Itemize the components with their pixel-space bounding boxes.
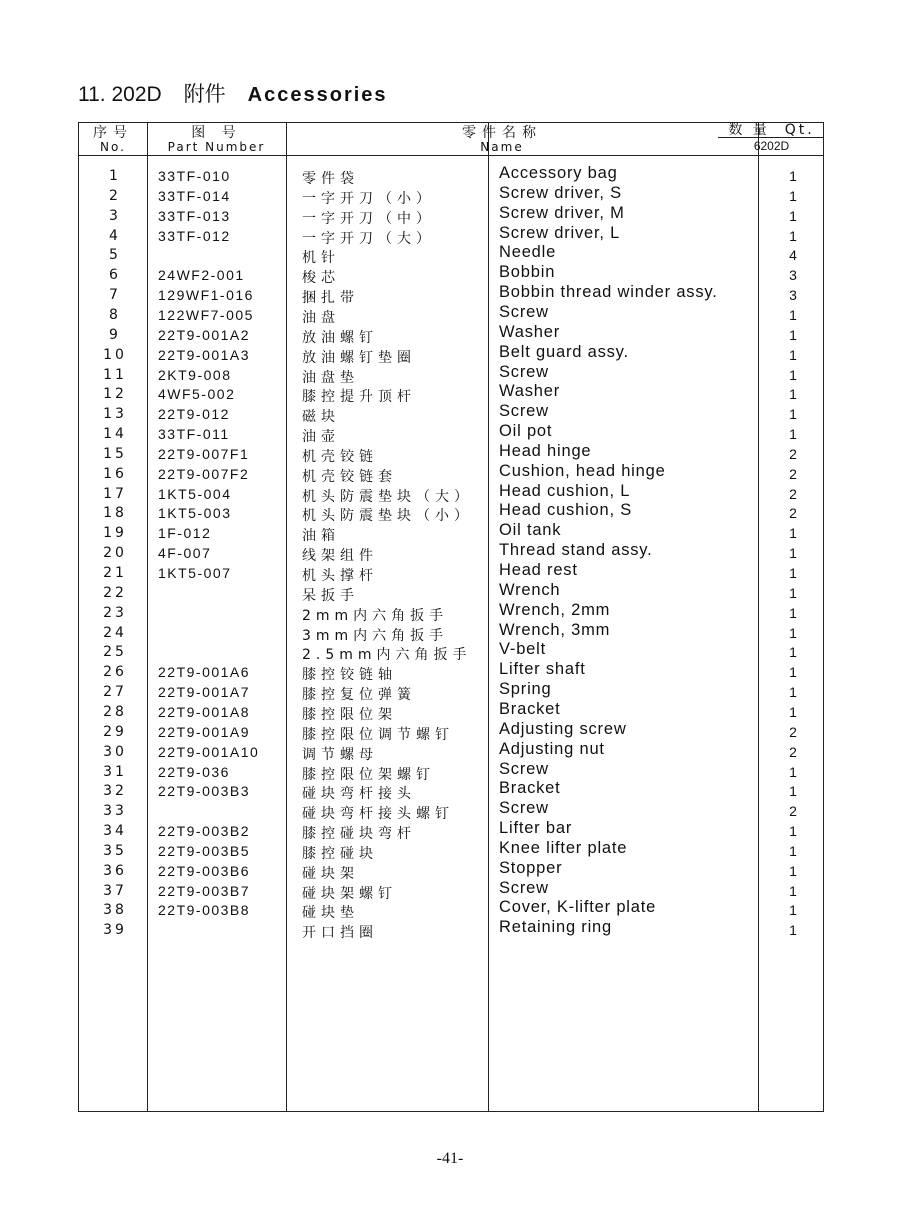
row-name-zh: 调节螺母 xyxy=(302,746,378,763)
row-name-zh: 油壶 xyxy=(302,429,340,446)
row-name-zh: 一字开刀（大） xyxy=(302,230,435,247)
row-name-en: Head cushion, L xyxy=(499,481,631,500)
row-part-number: 22T9-003B5 xyxy=(158,842,251,859)
row-quantity: 1 xyxy=(789,842,797,859)
row-name-en: Bobbin xyxy=(499,263,556,282)
row-name-en: Head rest xyxy=(499,561,578,579)
row-number: 33 xyxy=(103,803,127,820)
row-name-zh: 膝控限位调节螺钉 xyxy=(302,726,454,743)
row-name-en: Screw xyxy=(499,878,549,897)
table-row xyxy=(0,858,900,883)
table-row xyxy=(0,561,900,585)
row-name-zh: 膝控复位弹簧 xyxy=(302,687,416,704)
table-row xyxy=(0,521,900,545)
row-number: 22 xyxy=(103,584,127,601)
row-part-number: 1KT5-004 xyxy=(158,485,232,502)
row-quantity: 1 xyxy=(789,862,797,879)
section-number: 11. 202D xyxy=(78,83,162,106)
row-quantity: 1 xyxy=(789,783,797,800)
row-part-number: 22T9-001A6 xyxy=(158,664,251,681)
row-name-zh: 碰块架螺钉 xyxy=(302,885,397,902)
row-quantity: 2 xyxy=(789,743,797,760)
row-name-en: Screw xyxy=(499,799,549,818)
row-part-number: 4WF5-002 xyxy=(158,386,236,403)
row-number: 36 xyxy=(103,862,127,879)
row-quantity: 3 xyxy=(789,267,797,284)
table-row xyxy=(0,779,900,803)
row-quantity: 1 xyxy=(789,187,797,204)
row-name-zh: 梭芯 xyxy=(302,270,340,287)
section-title-zh: 附件 xyxy=(183,83,226,106)
row-quantity: 1 xyxy=(789,584,797,601)
row-number: 13 xyxy=(103,406,127,423)
row-part-number: 1KT5-003 xyxy=(158,505,232,522)
row-part-number: 22T9-001A9 xyxy=(158,723,251,740)
header-qty-label xyxy=(718,123,825,137)
row-number: 4 xyxy=(109,227,121,244)
row-number: 38 xyxy=(103,902,127,919)
row-name-en: Bracket xyxy=(499,779,561,798)
row-part-number: 22T9-003B2 xyxy=(158,823,251,840)
section-title-en: Accessories xyxy=(247,84,388,106)
row-part-number: 22T9-012 xyxy=(158,406,230,423)
row-quantity: 1 xyxy=(789,207,797,224)
row-part-number: 22T9-001A8 xyxy=(158,703,251,720)
row-name-zh: 磁块 xyxy=(302,409,340,426)
row-name-zh: 机头防震垫块（小） xyxy=(302,508,473,525)
row-name-en: Washer xyxy=(499,382,561,401)
row-name-zh: 零件袋 xyxy=(302,171,359,187)
table-row xyxy=(0,422,900,446)
row-number: 30 xyxy=(103,743,127,760)
header-name xyxy=(286,126,718,154)
header-divider xyxy=(79,155,823,156)
row-quantity: 1 xyxy=(789,922,797,939)
row-number: 20 xyxy=(103,545,127,562)
row-name-en: Accessory bag xyxy=(499,164,618,182)
row-name-zh: 膝控碰块弯杆 xyxy=(302,826,416,843)
row-name-zh: 碰块垫 xyxy=(302,905,359,922)
row-name-zh: 碰块弯杆接头螺钉 xyxy=(302,806,454,823)
row-number: 19 xyxy=(103,525,127,542)
row-name-en: Adjusting nut xyxy=(499,739,605,758)
row-name-en: V-belt xyxy=(499,640,546,659)
row-part-number: 22T9-003B8 xyxy=(158,902,251,919)
row-part-number: 22T9-007F2 xyxy=(158,465,250,482)
table-row xyxy=(0,580,900,605)
row-number: 17 xyxy=(103,485,127,502)
row-name-zh: 膝控提升顶杆 xyxy=(302,389,416,406)
row-name-zh: 机头防震垫块（大） xyxy=(302,488,473,505)
row-name-en: Screw xyxy=(499,402,549,421)
row-quantity: 2 xyxy=(789,723,797,740)
row-name-en: Lifter bar xyxy=(499,819,573,838)
row-quantity: 1 xyxy=(789,168,797,184)
row-quantity: 1 xyxy=(789,366,797,383)
row-part-number: 2KT9-008 xyxy=(158,366,232,383)
header-qty-en: Qt. xyxy=(784,122,815,138)
row-number: 15 xyxy=(103,445,127,462)
row-name-en: Screw driver, L xyxy=(499,223,621,242)
row-name-en: Wrench, 2mm xyxy=(499,600,611,619)
table-row xyxy=(0,362,900,387)
header-name-zh: 零件名称 xyxy=(462,125,542,141)
row-part-number: 22T9-001A3 xyxy=(158,346,251,363)
table-row xyxy=(0,620,900,645)
row-quantity: 1 xyxy=(789,545,797,562)
row-name-en: Oil tank xyxy=(499,521,562,540)
row-name-zh: 放油螺钉 xyxy=(302,329,378,346)
row-name-en: Screw xyxy=(499,302,549,321)
row-quantity: 3 xyxy=(789,287,797,304)
row-number: 28 xyxy=(103,703,127,720)
table-row xyxy=(0,263,900,287)
row-part-number: 4F-007 xyxy=(158,545,212,562)
row-name-zh: 机头撑杆 xyxy=(302,568,378,584)
row-number: 6 xyxy=(109,267,121,284)
table-row xyxy=(0,481,900,506)
row-quantity: 2 xyxy=(789,505,797,522)
row-part-number: 33TF-014 xyxy=(158,187,231,204)
row-name-en: Head hinge xyxy=(499,441,592,460)
row-name-zh: 机针 xyxy=(302,250,340,267)
row-number: 12 xyxy=(103,386,127,403)
row-number: 34 xyxy=(103,823,127,840)
table-row xyxy=(0,164,900,188)
row-name-zh: 一字开刀（中） xyxy=(302,210,435,227)
row-number: 2 xyxy=(109,187,121,204)
header-part-number xyxy=(147,126,286,154)
row-name-zh: 2.5mm内六角扳手 xyxy=(302,647,472,664)
row-name-en: Screw xyxy=(499,362,549,381)
row-part-number: 122WF7-005 xyxy=(158,306,254,323)
header-no-zh: 序号 xyxy=(93,125,133,141)
row-number: 8 xyxy=(109,306,121,323)
row-name-zh: 线架组件 xyxy=(302,548,378,565)
table-row xyxy=(0,461,900,486)
row-number: 5 xyxy=(109,247,121,264)
header-qty xyxy=(718,123,825,153)
row-name-en: Retaining ring xyxy=(499,918,613,937)
header-qty-model: 6202D xyxy=(753,139,790,153)
row-part-number: 1KT5-007 xyxy=(158,565,232,581)
row-name-en: Lifter shaft xyxy=(499,660,586,679)
row-part-number: 22T9-003B3 xyxy=(158,783,251,800)
row-number: 25 xyxy=(103,644,127,661)
table-row xyxy=(0,322,900,347)
table-row xyxy=(0,898,900,922)
row-part-number: 22T9-003B7 xyxy=(158,882,251,899)
row-part-number: 22T9-036 xyxy=(158,763,230,780)
row-part-number: 22T9-007F1 xyxy=(158,445,250,462)
table-row xyxy=(0,640,900,664)
table-row xyxy=(0,223,900,248)
row-part-number: 22T9-001A7 xyxy=(158,684,251,701)
table-row xyxy=(0,878,900,903)
row-quantity: 1 xyxy=(789,644,797,661)
row-quantity: 2 xyxy=(789,445,797,462)
row-part-number: 33TF-011 xyxy=(158,426,230,443)
row-name-en: Bobbin thread winder assy. xyxy=(499,283,718,302)
row-number: 7 xyxy=(109,287,121,304)
row-name-en: Screw xyxy=(499,759,549,778)
row-quantity: 1 xyxy=(789,763,797,780)
row-name-zh: 碰块弯杆接头 xyxy=(302,786,416,803)
row-name-en: Bracket xyxy=(499,699,561,718)
row-number: 37 xyxy=(103,882,127,899)
table-row xyxy=(0,243,900,267)
header-pn-zh: 图 号 xyxy=(191,125,242,141)
row-name-en: Head cushion, S xyxy=(499,501,633,520)
row-name-en: Belt guard assy. xyxy=(499,342,629,361)
row-quantity: 4 xyxy=(789,247,797,264)
row-number: 9 xyxy=(109,326,121,343)
row-quantity: 1 xyxy=(789,624,797,641)
row-name-en: Cover, K-lifter plate xyxy=(499,898,657,917)
header-name-en: Name xyxy=(480,140,524,154)
row-name-en: Screw driver, M xyxy=(499,203,625,222)
row-part-number: 22T9-001A2 xyxy=(158,326,251,343)
row-quantity: 1 xyxy=(789,406,797,423)
row-number: 29 xyxy=(103,723,127,740)
row-name-zh: 一字开刀（小） xyxy=(302,190,435,207)
row-name-zh: 捆扎带 xyxy=(302,290,359,307)
row-name-en: Thread stand assy. xyxy=(499,541,653,560)
row-number: 11 xyxy=(103,366,127,383)
row-quantity: 2 xyxy=(789,803,797,820)
row-name-zh: 碰块架 xyxy=(302,865,359,882)
page-number: -41- xyxy=(436,1150,464,1167)
row-quantity: 1 xyxy=(789,604,797,621)
row-number: 23 xyxy=(103,604,127,621)
row-quantity: 1 xyxy=(789,902,797,919)
row-name-zh: 2mm内六角扳手 xyxy=(302,607,449,624)
row-quantity: 1 xyxy=(789,882,797,899)
row-number: 35 xyxy=(103,842,127,859)
row-quantity: 2 xyxy=(789,465,797,482)
row-part-number: 24WF2-001 xyxy=(158,267,245,284)
row-name-zh: 放油螺钉垫圈 xyxy=(302,349,416,366)
row-name-en: Spring xyxy=(499,680,552,699)
row-number: 18 xyxy=(103,505,127,522)
row-number: 16 xyxy=(103,465,127,482)
table-row xyxy=(0,660,900,684)
row-quantity: 1 xyxy=(789,684,797,701)
row-name-zh: 机壳铰链 xyxy=(302,448,378,465)
row-part-number: 33TF-010 xyxy=(158,168,231,184)
row-number: 3 xyxy=(109,207,121,224)
row-name-en: Needle xyxy=(499,243,557,262)
table-row xyxy=(0,819,900,843)
row-name-en: Wrench, 3mm xyxy=(499,620,611,639)
row-number: 14 xyxy=(103,426,127,443)
row-quantity: 1 xyxy=(789,426,797,443)
row-quantity: 1 xyxy=(789,346,797,363)
row-quantity: 1 xyxy=(789,664,797,681)
row-quantity: 1 xyxy=(789,703,797,720)
table-row xyxy=(0,342,900,367)
table-row xyxy=(0,838,900,863)
table-row xyxy=(0,441,900,466)
table-row xyxy=(0,699,900,724)
row-name-zh: 油盘 xyxy=(302,309,340,326)
row-quantity: 2 xyxy=(789,485,797,502)
row-part-number: 22T9-001A10 xyxy=(158,743,260,760)
table-row xyxy=(0,402,900,426)
table-row xyxy=(0,739,900,764)
row-name-zh: 膝控铰链轴 xyxy=(302,667,397,684)
row-name-zh: 油盘垫 xyxy=(302,369,359,386)
row-number: 21 xyxy=(103,565,127,581)
row-part-number: 22T9-003B6 xyxy=(158,862,251,879)
row-part-number: 1F-012 xyxy=(158,525,212,542)
section-title xyxy=(78,78,388,108)
row-name-en: Adjusting screw xyxy=(499,719,627,738)
row-number: 26 xyxy=(103,664,127,681)
row-quantity: 1 xyxy=(789,525,797,542)
row-number: 31 xyxy=(103,763,127,780)
header-no-en: No. xyxy=(100,140,126,154)
row-name-zh: 呆扳手 xyxy=(302,587,359,604)
row-name-en: Oil pot xyxy=(499,422,553,441)
header-no xyxy=(79,126,147,154)
row-number: 1 xyxy=(109,168,121,184)
row-quantity: 1 xyxy=(789,326,797,343)
table-row xyxy=(0,203,900,228)
row-number: 39 xyxy=(103,922,127,939)
row-name-en: Knee lifter plate xyxy=(499,838,628,857)
row-part-number: 33TF-012 xyxy=(158,227,231,244)
row-number: 24 xyxy=(103,624,127,641)
header-qty-zh: 数 量 xyxy=(728,122,770,138)
table-row xyxy=(0,719,900,744)
table-row xyxy=(0,680,900,704)
row-quantity: 1 xyxy=(789,823,797,840)
row-number: 27 xyxy=(103,684,127,701)
row-name-en: Stopper xyxy=(499,858,563,877)
row-quantity: 1 xyxy=(789,386,797,403)
row-name-en: Screw driver, S xyxy=(499,183,622,202)
row-name-zh: 3mm内六角扳手 xyxy=(302,627,449,644)
table-row xyxy=(0,501,900,525)
row-name-en: Washer xyxy=(499,322,561,341)
row-name-zh: 膝控限位架螺钉 xyxy=(302,766,435,783)
table-row xyxy=(0,302,900,327)
table-row xyxy=(0,918,900,942)
row-number: 10 xyxy=(103,346,127,363)
table-row xyxy=(0,759,900,784)
row-part-number: 33TF-013 xyxy=(158,207,231,224)
row-quantity: 1 xyxy=(789,565,797,581)
table-row xyxy=(0,541,900,565)
row-name-zh: 机壳铰链套 xyxy=(302,468,397,485)
row-name-zh: 开口挡圈 xyxy=(302,925,378,942)
table-row xyxy=(0,382,900,406)
table-row xyxy=(0,283,900,307)
row-name-en: Wrench xyxy=(499,580,561,599)
row-number: 32 xyxy=(103,783,127,800)
table-row xyxy=(0,600,900,625)
header-pn-en: Part Number xyxy=(167,140,266,154)
table-row xyxy=(0,183,900,208)
row-name-zh: 油箱 xyxy=(302,528,340,545)
row-name-en: Cushion, head hinge xyxy=(499,461,666,480)
row-name-zh: 膝控限位架 xyxy=(302,706,397,723)
row-quantity: 1 xyxy=(789,227,797,244)
row-part-number: 129WF1-016 xyxy=(158,287,254,304)
row-quantity: 1 xyxy=(789,306,797,323)
row-name-zh: 膝控碰块 xyxy=(302,845,378,862)
table-row xyxy=(0,799,900,823)
